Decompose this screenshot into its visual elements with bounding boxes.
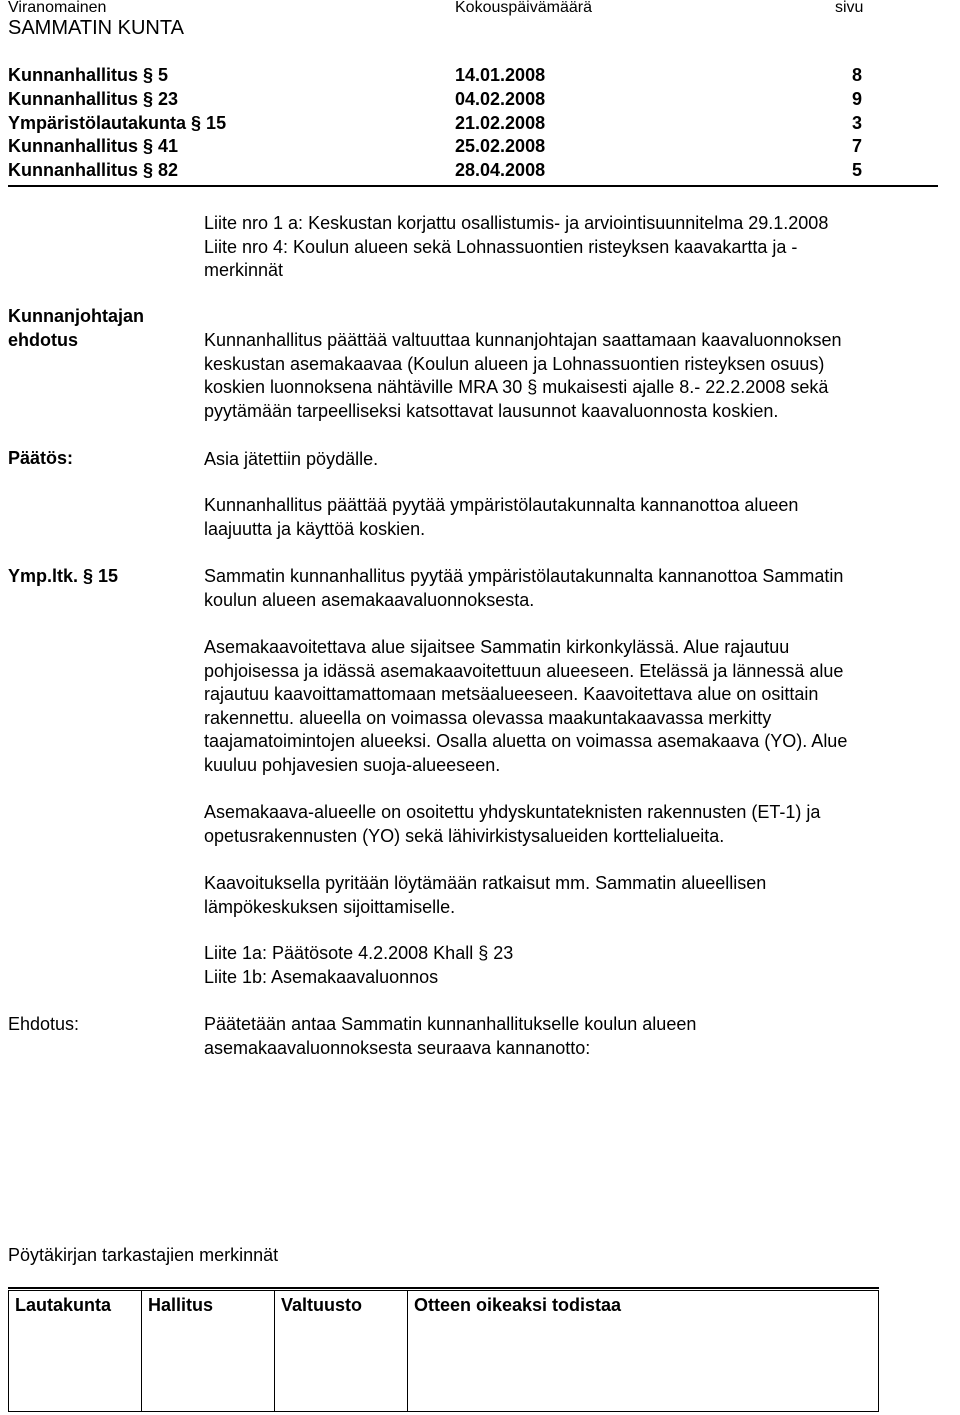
history-date: 28.04.2008 — [455, 160, 546, 180]
proposal-line: pyytämään tarpeelliseksi katsottavat lausunnot kaavaluonnosta koskien. — [204, 400, 779, 421]
proposal2-label: Ehdotus: — [8, 1014, 80, 1034]
history-body: Ympäristölautakunta § 15 — [8, 113, 227, 133]
footer-divider — [8, 1287, 879, 1289]
signature-cell-lautakunta — [9, 1291, 142, 1412]
attachments-top — [204, 212, 944, 283]
para1-line: taajamatoimintojen alueeksi. Osalla aluetta on voimassa asemakaava (YO). Alue — [204, 731, 848, 751]
para1-line: Asemakaavoitettava alue sijaitsee Sammatin kirkonkylässä. Alue rajautuu — [204, 637, 790, 657]
followup-line: Kunnanhallitus päättää pyytää ympäristölautakunnalta kannanottoa alueen — [204, 495, 799, 515]
proposal2-line: Päätetään antaa Sammatin kunnanhallitukselle koulun alueen — [204, 1014, 697, 1034]
para3-line: Kaavoituksella pyritään löytämään ratkaisut mm. Sammatin alueellisen — [204, 873, 767, 893]
proposal-line: Kunnanhallitus päättää valtuuttaa kunnanjohtajan saattamaan kaavaluonnoksen — [204, 330, 842, 350]
attachment-line: Liite 1a: Päätösote 4.2.2008 Khall § 23 — [204, 943, 514, 963]
history-page: 9 — [852, 89, 863, 109]
column-header: Hallitus — [148, 1295, 214, 1315]
para1-line: kuuluu pohjavesien suoja-alueeseen. — [204, 754, 501, 775]
history-body: Kunnanhallitus § 23 — [8, 89, 179, 109]
attachment-line: merkinnät — [204, 260, 284, 280]
proposal-text — [204, 329, 944, 423]
proposal2-line: asemakaavaluonnoksesta seuraava kannanotto: — [204, 1037, 591, 1058]
para2-line: opetusrakennusten (YO) sekä lähivirkistysalueiden korttelialueita. — [204, 825, 725, 846]
proposal-line: keskustan asemakaavaa (Koulun alueen ja Lohnassuontien risteyksen osuus) — [204, 353, 825, 374]
footer-title: Pöytäkirjan tarkastajien merkinnät — [8, 1245, 279, 1265]
history-date: 14.01.2008 — [455, 65, 546, 85]
history-page: 5 — [852, 160, 863, 180]
attachment-line: Liite nro 4: Koulun alueen sekä Lohnassuontien risteyksen kaavakartta ja - — [204, 236, 798, 257]
column-header: Lautakunta — [15, 1295, 112, 1315]
history-date: 21.02.2008 — [455, 113, 546, 133]
authority-label: Viranomainen — [8, 0, 107, 16]
date-label: Kokouspäivämäärä — [455, 0, 592, 16]
proposal-label-line2: ehdotus — [8, 330, 78, 350]
page-label: sivu — [835, 0, 864, 16]
attachment-line: Liite nro 1 a: Keskustan korjattu osallistumis- ja arviointisuunnitelma 29.1.2008 — [204, 213, 829, 233]
history-page: 7 — [852, 136, 863, 156]
proposal-line: koskien luonnoksena nähtäville MRA 30 § mukaisesti ajalle 8.- 22.2.2008 sekä — [204, 377, 829, 397]
signature-cell-valtuusto — [275, 1291, 408, 1412]
proposal-label-line1: Kunnanjohtajan — [8, 306, 144, 326]
history-page: 8 — [852, 65, 863, 85]
decision-text — [204, 448, 944, 472]
para3-line: lämpökeskuksen sijoittamiselle. — [204, 896, 456, 917]
history-date: 25.02.2008 — [455, 136, 546, 156]
history-body: Kunnanhallitus § 5 — [8, 65, 169, 85]
intro-line: koulun alueen asemakaavaluonnoksesta. — [204, 589, 535, 610]
signature-cell-otteen — [408, 1291, 879, 1412]
section-label: Ymp.ltk. § 15 — [8, 566, 119, 586]
proposal2-text — [204, 1013, 944, 1060]
followup-line: laajuutta ja käyttöä koskien. — [204, 518, 426, 539]
authority-name: SAMMATIN KUNTA — [8, 17, 184, 39]
para1-line: pohjoisessa ja idässä asemakaavoitettuun alueeseen. Etelässä ja lännessä alue — [204, 660, 844, 681]
section-intro — [204, 565, 944, 612]
intro-line: Sammatin kunnanhallitus pyytää ympäristölautakunnalta kannanottoa Sammatin — [204, 566, 844, 586]
column-header: Valtuusto — [281, 1295, 363, 1315]
decision-label: Päätös: — [8, 448, 74, 468]
decision-followup — [204, 494, 944, 541]
history-date: 04.02.2008 — [455, 89, 546, 109]
column-header: Otteen oikeaksi todistaa — [414, 1295, 622, 1315]
para1-line: rajautuu kaavoittamattomaan metsäalueeseen. Kaavoitettava alue on osittain — [204, 684, 819, 704]
section-para3 — [204, 872, 944, 919]
history-body: Kunnanhallitus § 41 — [8, 136, 179, 156]
attachment-line: Liite 1b: Asemakaavaluonnos — [204, 966, 439, 987]
signature-cell-hallitus — [142, 1291, 275, 1412]
signature-table — [8, 1290, 879, 1412]
para1-line: rakennettu. alueella on voimassa olevassa maakuntakaavassa merkitty — [204, 707, 772, 728]
section-para2 — [204, 801, 944, 848]
decision-line: Asia jätettiin pöydälle. — [204, 449, 379, 469]
section-para1 — [204, 636, 944, 777]
history-divider — [8, 185, 938, 187]
para2-line: Asemakaava-alueelle on osoitettu yhdyskuntateknisten rakennusten (ET-1) ja — [204, 802, 821, 822]
section-attachments — [204, 942, 944, 989]
history-body: Kunnanhallitus § 82 — [8, 160, 179, 180]
history-page: 3 — [852, 113, 863, 133]
